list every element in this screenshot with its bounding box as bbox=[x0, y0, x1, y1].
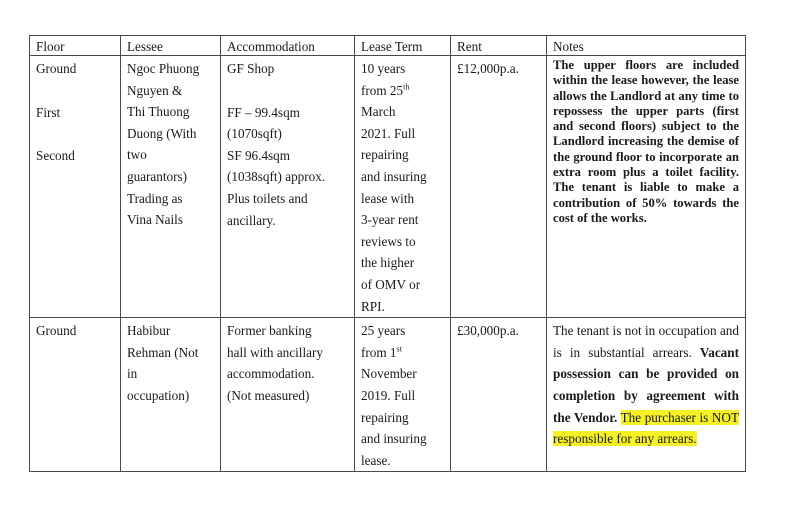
header-rent: Rent bbox=[451, 36, 547, 56]
notes-bold: Vacant possession can be provided on completion by agreement with the Vendor. bbox=[553, 344, 740, 425]
floor-ground: Ground bbox=[36, 61, 77, 76]
header-floor: Floor bbox=[30, 36, 121, 56]
notes-cell bbox=[547, 56, 746, 318]
notes-text bbox=[553, 320, 739, 450]
header-lessee: Lessee bbox=[121, 36, 221, 56]
notes-plain: The tenant is not in occupation and is in substantial arrears. bbox=[553, 323, 739, 360]
lease-term-cell bbox=[355, 318, 451, 472]
floor-cell: Ground bbox=[30, 318, 121, 472]
table-row bbox=[30, 318, 746, 472]
notes-text: The upper floors are included within the lease however, the lease allows the Landlord at any time to repossess the upper parts (first and second floors) subject to the Landlord increasing the demise of the ground floor to incorporate an extra room plus a toilet facility. The tenant is liable to make a contribution of 50% towards the cost of the works. bbox=[553, 58, 739, 225]
lease-term-cell bbox=[355, 56, 451, 318]
rent-cell: £12,000p.a. bbox=[451, 56, 547, 318]
notes-cell bbox=[547, 318, 746, 472]
lease-term-lines: 10 years from 25th March 2021. Full repairing and insuring lease with 3-year rent reviews to the higher of OMV or RPI. bbox=[361, 61, 427, 314]
notes-highlight: The purchaser is NOT responsible for any arrears. bbox=[553, 409, 739, 447]
rent-cell: £30,000p.a. bbox=[451, 318, 547, 472]
lessee-lines: Ngoc Phuong Nguyen & Thi Thuong Duong (With two guarantors) Trading as Vina Nails bbox=[127, 61, 200, 228]
table-row bbox=[30, 56, 746, 318]
table-header-row bbox=[30, 36, 746, 56]
header-notes: Notes bbox=[547, 36, 746, 56]
accommodation-cell bbox=[221, 56, 355, 318]
lessee-lines: Habibur Rehman (Not in occupation) bbox=[127, 323, 199, 403]
lease-table bbox=[29, 35, 746, 472]
header-accommodation: Accommodation bbox=[221, 36, 355, 56]
header-lease-term: Lease Term bbox=[355, 36, 451, 56]
accommodation-lines: GF Shop FF – 99.4sqm (1070sqft) SF 96.4sqm (1038sqft) approx. Plus toilets and ancillary. bbox=[227, 61, 326, 228]
lessee-cell bbox=[121, 56, 221, 318]
floor-second: Second bbox=[36, 148, 75, 164]
lease-term-lines: 25 years from 1st November 2019. Full repairing and insuring lease. bbox=[361, 323, 427, 468]
floor-first: First bbox=[36, 104, 61, 120]
lessee-cell bbox=[121, 318, 221, 472]
floor-cell bbox=[30, 56, 121, 318]
accommodation-lines: Former banking hall with ancillary accommodation. (Not measured) bbox=[227, 323, 323, 403]
accommodation-cell bbox=[221, 318, 355, 472]
